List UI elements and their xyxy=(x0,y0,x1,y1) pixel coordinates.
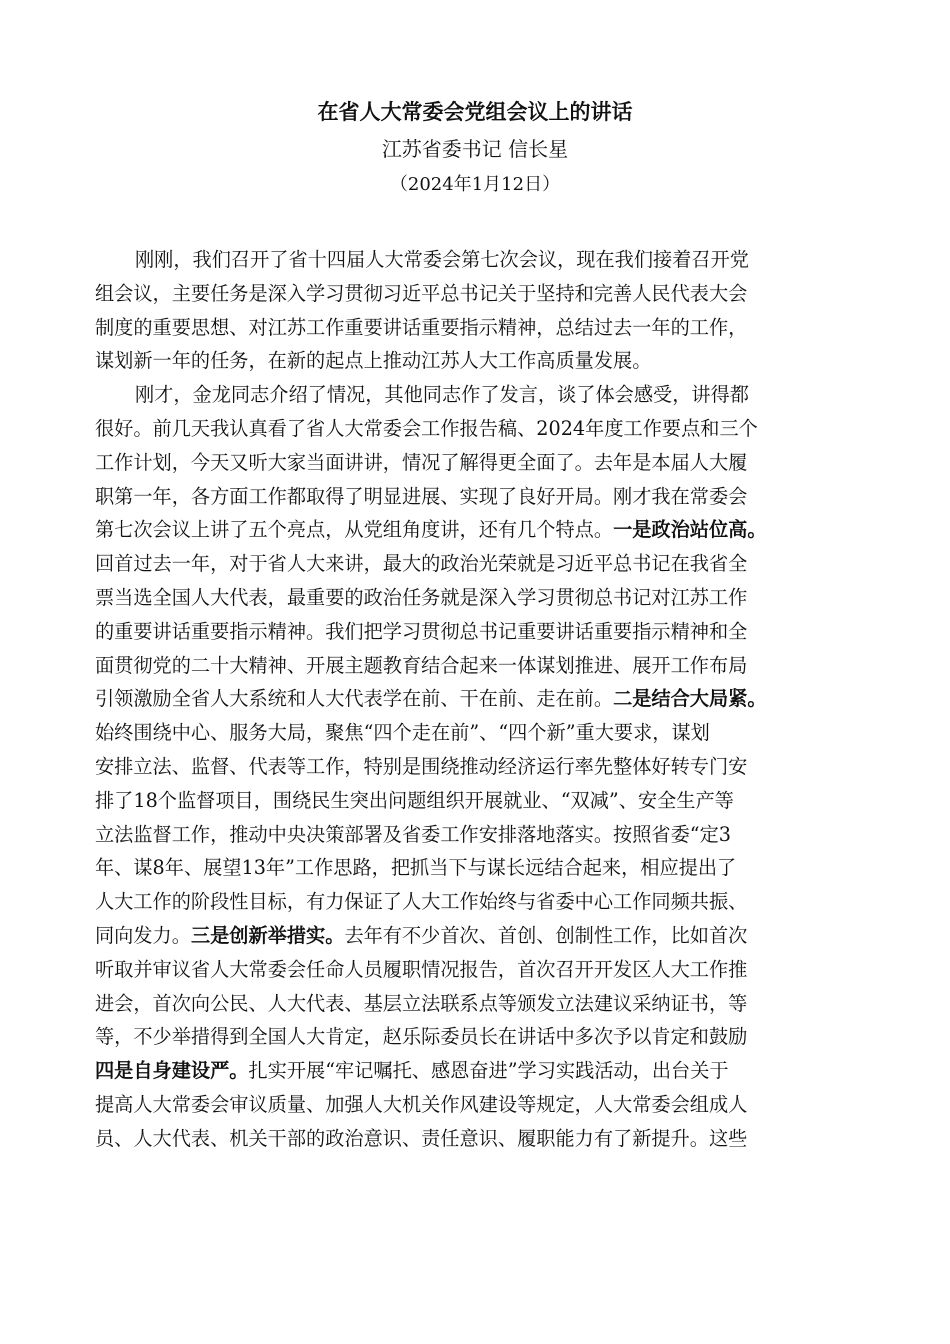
text-segment: 制度的重要思想、对江苏工作重要讲话重要指示精神，总结过去一年的工作， xyxy=(95,315,748,339)
text-line xyxy=(95,750,865,784)
text-segment: 谋划新一年的任务，在新的起点上推动江苏人大工作高质量发展。 xyxy=(95,349,652,373)
text-segment: 同向发力。 xyxy=(95,923,191,947)
text-line xyxy=(95,1020,865,1054)
paragraph xyxy=(95,378,865,1155)
text-line xyxy=(95,311,865,345)
text-segment: 始终围绕中心、服务大局，聚焦“四个走在前”、“四个新”重大要求，谋划 xyxy=(95,721,710,745)
text-line xyxy=(95,1054,865,1088)
text-segment: 排了18个监督项目，围绕民生突出问题组织开展就业、“双减”、安全生产等 xyxy=(95,788,734,812)
text-line xyxy=(95,581,865,615)
text-segment: 人大工作的阶段性目标，有力保证了人大工作始终与省委中心工作同频共振、 xyxy=(95,890,748,914)
text-segment: 扎实开展“牢记嘱托、感恩奋进”学习实践活动，出台关于 xyxy=(248,1059,729,1083)
text-line xyxy=(95,513,865,547)
document-date: （2024年1月12日） xyxy=(389,174,561,195)
text-line xyxy=(95,953,865,987)
text-line xyxy=(95,818,865,852)
document-author: 江苏省委书记 信长星 xyxy=(381,137,569,161)
text-segment: 引领激励全省人大系统和人大代表学在前、干在前、走在前。 xyxy=(95,687,614,711)
text-segment: 刚才，金龙同志介绍了情况，其他同志作了发言，谈了体会感受，讲得都 xyxy=(135,383,749,407)
text-segment: 听取并审议省人大常委会任命人员履职情况报告，首次召开开发区人大工作推 xyxy=(95,957,748,981)
text-line xyxy=(95,615,865,649)
text-segment: 工作计划，今天又听大家当面讲讲，情况了解得更全面了。去年是本届人大履 xyxy=(95,450,748,474)
text-segment: 提高人大常委会审议质量、加强人大机关作风建设等规定，人大常委会组成人 xyxy=(95,1092,748,1116)
text-line xyxy=(95,784,865,818)
text-line xyxy=(95,243,865,277)
paragraph xyxy=(95,243,865,378)
text-line xyxy=(95,1088,865,1122)
text-line xyxy=(95,412,865,446)
text-line xyxy=(95,1122,865,1156)
text-segment: 组会议，主要任务是深入学习贯彻习近平总书记关于坚持和完善人民代表大会 xyxy=(95,281,748,305)
text-line xyxy=(95,649,865,683)
text-line xyxy=(95,987,865,1021)
bold-text-segment: 三是创新举措实。 xyxy=(190,923,345,947)
text-segment: 进会，首次向公民、人大代表、基层立法联系点等颁发立法建议采纳证书，等 xyxy=(95,991,748,1015)
bold-text-segment: 四是自身建设严。 xyxy=(95,1059,249,1083)
text-line xyxy=(95,446,865,480)
document-body xyxy=(95,243,865,1156)
text-line xyxy=(95,277,865,311)
text-line xyxy=(95,885,865,919)
text-line xyxy=(95,682,865,716)
text-segment: 去年有不少首次、首创、创制性工作，比如首次 xyxy=(344,923,748,947)
text-line xyxy=(95,480,865,514)
text-segment: 年、谋8年、展望13年”工作思路，把抓当下与谋长远结合起来，相应提出了 xyxy=(95,856,737,880)
bold-text-segment: 一是政治站位高。 xyxy=(613,518,767,542)
text-line xyxy=(95,378,865,412)
text-line xyxy=(95,851,865,885)
text-line xyxy=(95,344,865,378)
text-segment: 刚刚，我们召开了省十四届人大常委会第七次会议，现在我们接着召开党 xyxy=(135,248,749,271)
text-segment: 很好。前几天我认真看了省人大常委会工作报告稿、2024年度工作要点和三个 xyxy=(95,416,758,440)
text-segment: 回首过去一年，对于省人大来讲，最大的政治光荣就是习近平总书记在我省全 xyxy=(95,552,748,576)
text-segment: 立法监督工作，推动中央决策部署及省委工作安排落地落实。按照省委“定3 xyxy=(95,822,732,846)
text-segment: 的重要讲话重要指示精神。我们把学习贯彻总书记重要讲话重要指示精神和全 xyxy=(95,619,748,643)
text-segment: 安排立法、监督、代表等工作，特别是围绕推动经济运行率先整体好转专门安 xyxy=(95,754,748,778)
text-segment: 票当选全国人大代表，最重要的政治任务就是深入学习贯彻总书记对江苏工作 xyxy=(95,585,748,609)
text-segment: 面贯彻党的二十大精神、开展主题教育结合起来一体谋划推进、展开工作布局 xyxy=(95,653,748,677)
text-line xyxy=(95,716,865,750)
text-segment: 等，不少举措得到全国人大肯定，赵乐际委员长在讲话中多次予以肯定和鼓励 xyxy=(95,1025,748,1049)
text-segment: 职第一年，各方面工作都取得了明显进展、实现了良好开局。刚才我在常委会 xyxy=(95,484,748,508)
text-segment: 员、人大代表、机关干部的政治意识、责任意识、履职能力有了新提升。这些 xyxy=(95,1126,748,1150)
document-title: 在省人大常委会党组会议上的讲话 xyxy=(317,99,633,124)
text-line xyxy=(95,919,865,953)
text-line xyxy=(95,547,865,581)
bold-text-segment: 二是结合大局紧。 xyxy=(613,687,767,711)
text-segment: 第七次会议上讲了五个亮点，从党组角度讲，还有几个特点。 xyxy=(95,518,614,542)
